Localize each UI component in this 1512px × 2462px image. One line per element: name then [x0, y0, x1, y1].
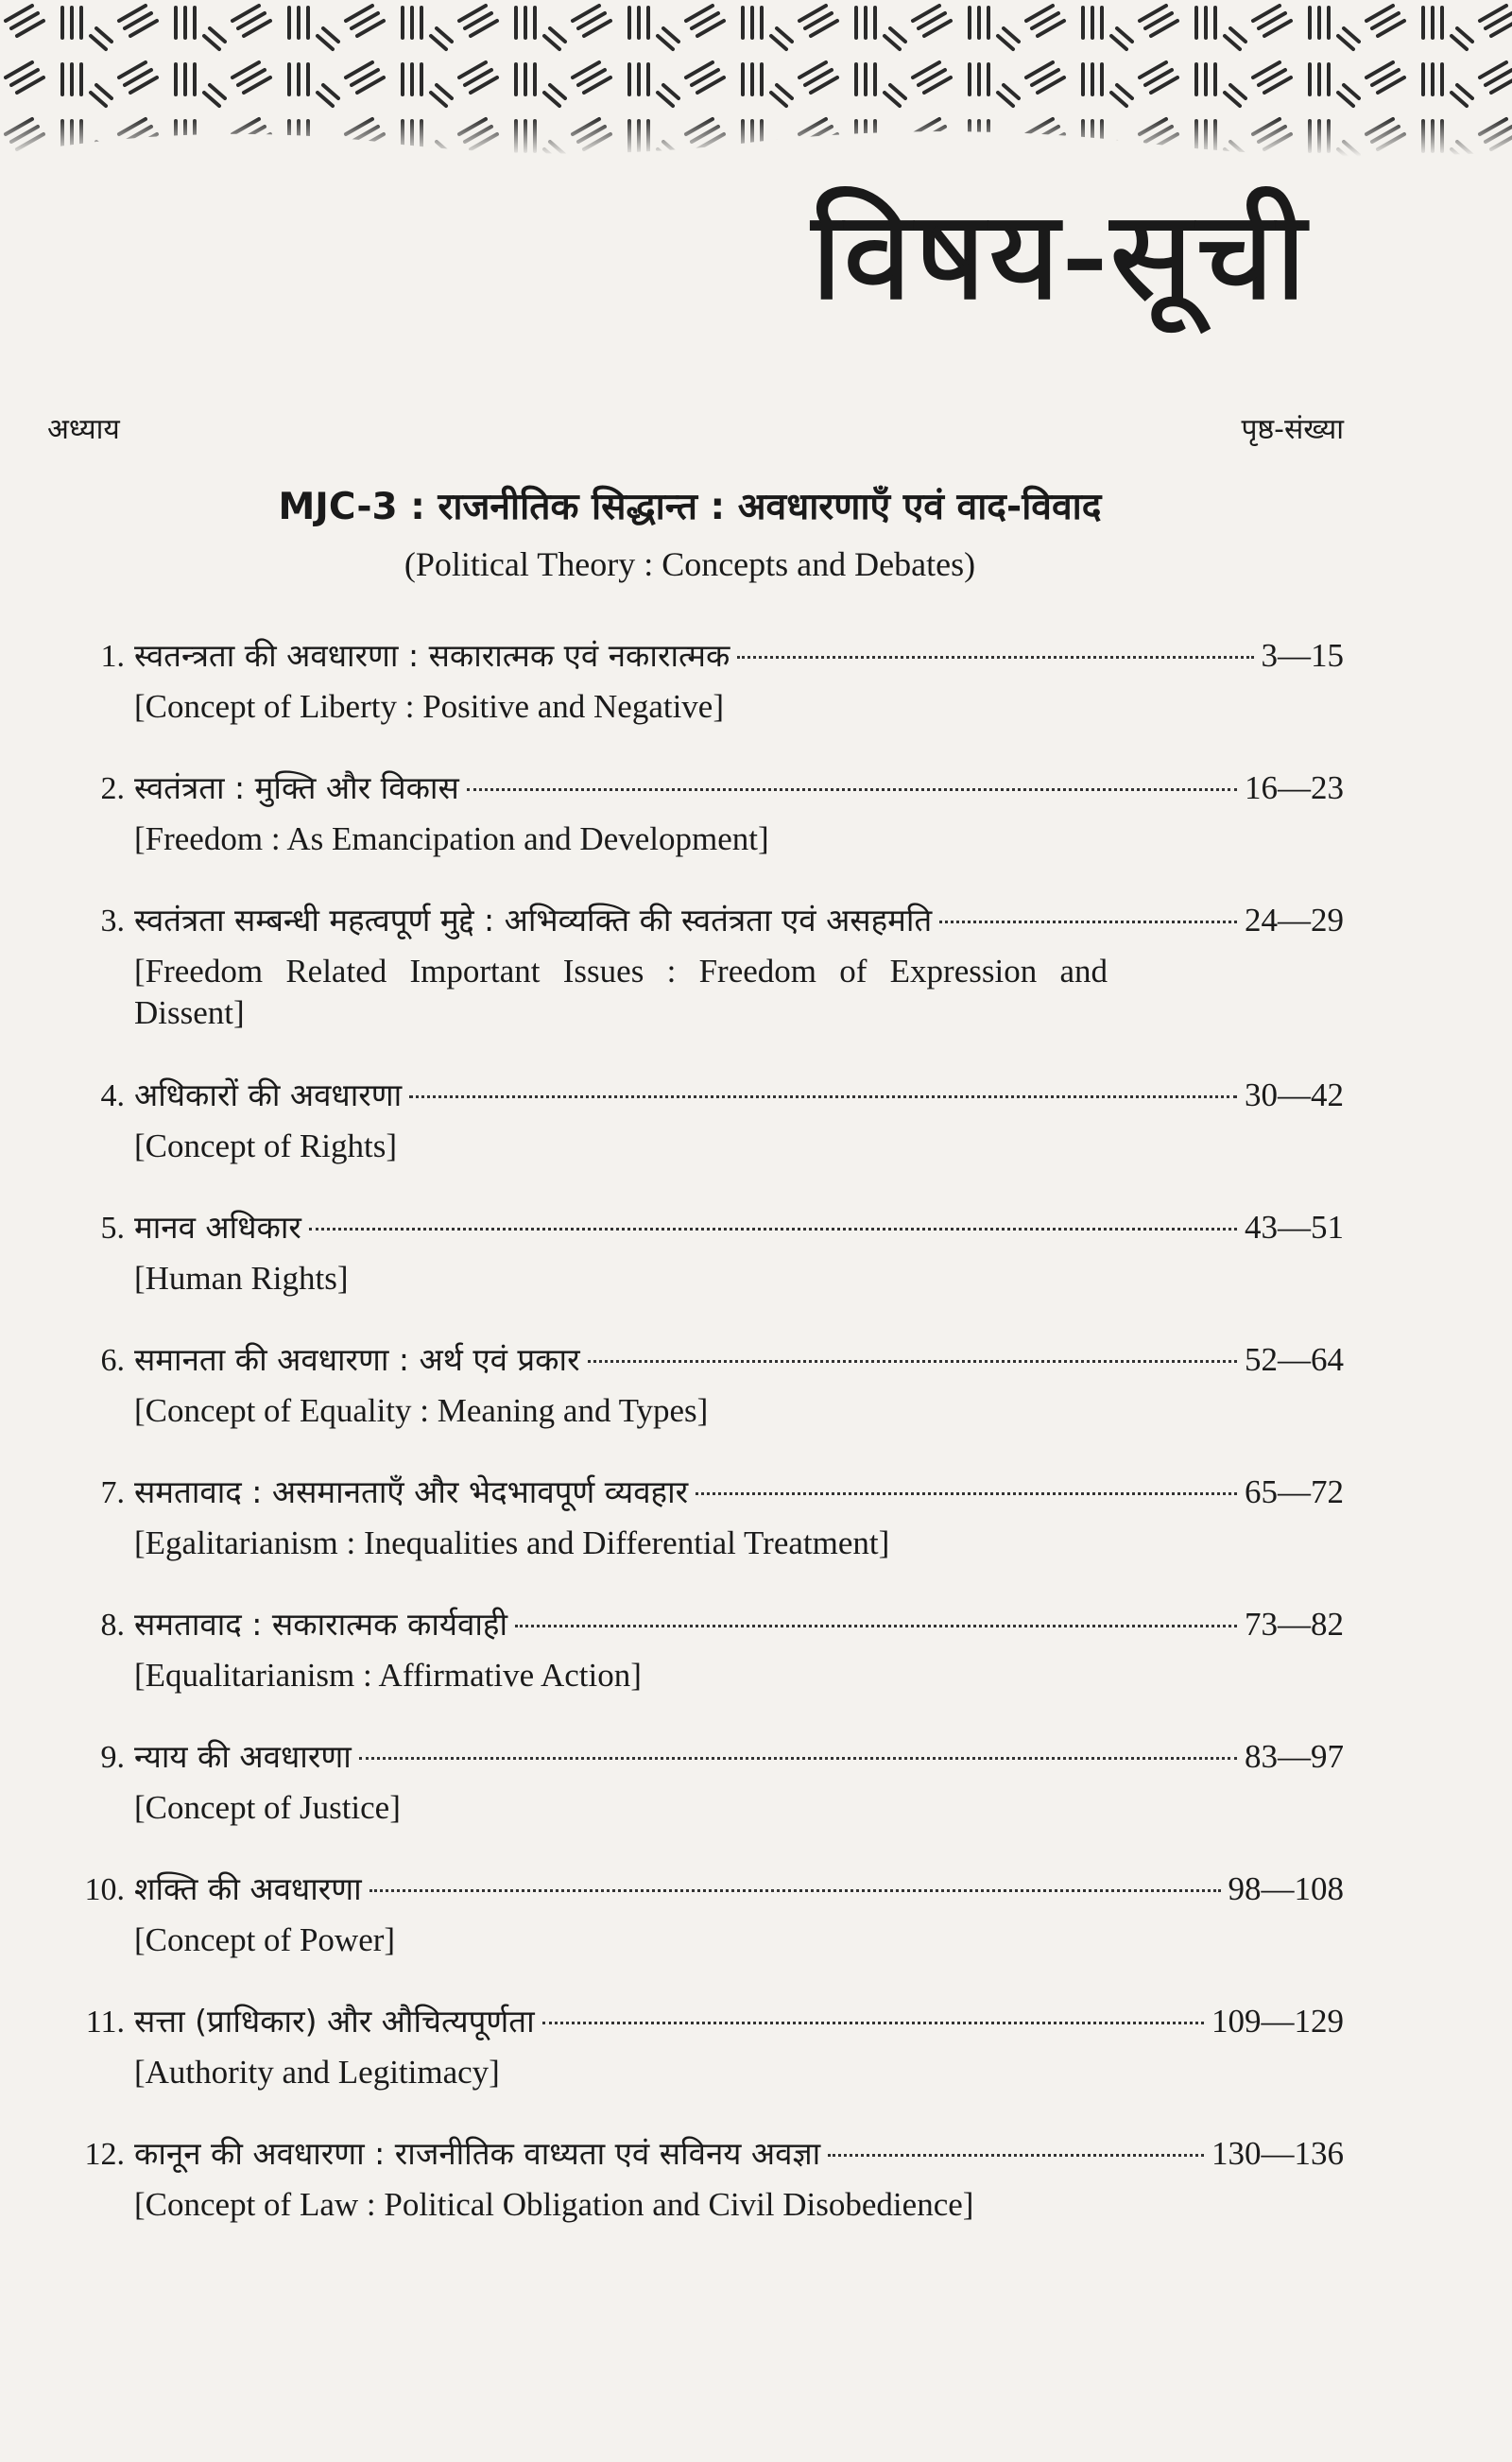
- chapter-title-hindi: मानव अधिकार: [134, 1209, 301, 1246]
- chapter-title-hindi: समानता की अवधारणा : अर्थ एवं प्रकार: [134, 1341, 580, 1378]
- chapter-title-english: [Concept of Liberty : Positive and Negative]: [134, 688, 725, 725]
- dot-leader: [467, 788, 1237, 791]
- column-headers: [47, 408, 1344, 447]
- chapter-title-english: [Concept of Law : Political Obligation and Civil Disobedience]: [134, 2186, 974, 2223]
- page-range: 43—51: [1245, 1209, 1344, 1246]
- page-range: 65—72: [1245, 1473, 1344, 1510]
- chapter-number: 2.: [100, 771, 125, 806]
- toc-entry: [66, 1999, 1344, 2131]
- toc-entry: [66, 1734, 1344, 1867]
- page-range: 24—29: [1245, 902, 1344, 938]
- page-range: 52—64: [1245, 1341, 1344, 1378]
- chapter-column-label: अध्याय: [47, 413, 120, 446]
- dot-leader: [515, 1625, 1237, 1627]
- chapter-title-hindi: कानून की अवधारणा : राजनीतिक वाध्यता एवं सविनय अवज्ञा: [134, 2135, 821, 2172]
- table-of-contents: [66, 633, 1344, 2306]
- chapter-title-english: [Egalitarianism : Inequalities and Differential Treatment]: [134, 1524, 890, 1561]
- toc-entry: [66, 2131, 1344, 2306]
- dot-leader: [939, 921, 1237, 923]
- chapter-title-english: [Freedom : As Emancipation and Development]: [134, 820, 769, 857]
- dot-leader: [542, 2022, 1204, 2024]
- chapter-number: 11.: [85, 2005, 125, 2040]
- page-range: 83—97: [1245, 1738, 1344, 1775]
- chapter-number: 8.: [100, 1608, 125, 1643]
- dot-leader: [359, 1757, 1237, 1760]
- chapter-title-english: [Concept of Power]: [134, 1921, 396, 1958]
- page-range: 16—23: [1245, 769, 1344, 806]
- toc-entry: [66, 1337, 1344, 1470]
- chapter-title-english: [Human Rights]: [134, 1260, 349, 1297]
- chapter-title-hindi: समतावाद : सकारात्मक कार्यवाही: [134, 1606, 507, 1643]
- chapter-number: 12.: [84, 2137, 125, 2172]
- page-range: 109—129: [1211, 2003, 1344, 2040]
- chapter-title-hindi: सत्ता (प्राधिकार) और औचित्यपूर्णता: [134, 2003, 535, 2040]
- chapter-number: 7.: [100, 1475, 125, 1510]
- chapter-title-english: [Concept of Justice]: [134, 1789, 401, 1826]
- dot-leader: [696, 1492, 1237, 1495]
- chapter-title-hindi: स्वतन्त्रता की अवधारणा : सकारात्मक एवं नकारात्मक: [134, 637, 730, 674]
- chapter-title-english: [Freedom Related Important Issues : Freedom of Expression and Dissent]: [134, 953, 1108, 1031]
- chapter-title-english: [Concept of Rights]: [134, 1128, 398, 1164]
- toc-entry: [66, 1205, 1344, 1337]
- chapter-title-hindi: न्याय की अवधारणा: [134, 1738, 352, 1775]
- dot-leader: [588, 1360, 1237, 1363]
- toc-entry: [66, 1073, 1344, 1205]
- dot-leader: [309, 1228, 1237, 1231]
- page-range: 73—82: [1245, 1606, 1344, 1643]
- chapter-title-hindi: स्वतंत्रता सम्बन्धी महत्वपूर्ण मुद्दे : अभिव्यक्ति की स्वतंत्रता एवं असहमति: [134, 902, 933, 938]
- chapter-number: 9.: [100, 1740, 125, 1775]
- toc-entry: [66, 1602, 1344, 1734]
- chapter-title-hindi: अधिकारों की अवधारणा: [134, 1076, 403, 1113]
- dot-leader: [828, 2154, 1204, 2157]
- chapter-number: 5.: [100, 1211, 125, 1246]
- decorative-pattern-band: [0, 0, 1512, 180]
- page-range: 130—136: [1211, 2135, 1344, 2172]
- page-range: 30—42: [1245, 1076, 1344, 1113]
- page-range: 3—15: [1261, 637, 1344, 674]
- chapter-number: 10.: [84, 1872, 125, 1907]
- toc-entry: [66, 898, 1344, 1073]
- page-range: 98—108: [1228, 1870, 1344, 1907]
- toc-entry: [66, 1867, 1344, 1999]
- chapter-number: 3.: [100, 904, 125, 938]
- dot-leader: [737, 656, 1253, 659]
- dot-leader: [409, 1095, 1237, 1098]
- hatch-pattern-graphic: [0, 0, 1512, 180]
- chapter-title-hindi: स्वतंत्रता : मुक्ति और विकास: [134, 769, 459, 806]
- chapter-title-hindi: शक्ति की अवधारणा: [134, 1870, 362, 1907]
- toc-entry: [66, 633, 1344, 766]
- dot-leader: [369, 1889, 1221, 1892]
- subject-title-hindi: MJC-3 : राजनीतिक सिद्धान्त : अवधारणाएँ एवं वाद-विवाद: [278, 486, 1102, 528]
- page-number-column-label: पृष्ठ-संख्या: [1241, 413, 1344, 446]
- chapter-number: 6.: [100, 1343, 125, 1378]
- chapter-title-hindi: समतावाद : असमानताएँ और भेदभावपूर्ण व्यवहार: [134, 1473, 689, 1510]
- chapter-number: 4.: [100, 1078, 125, 1113]
- chapter-title-english: [Concept of Equality : Meaning and Types]: [134, 1392, 709, 1429]
- page-title: विषय-सूची: [810, 183, 1309, 329]
- chapter-title-english: [Equalitarianism : Affirmative Action]: [134, 1657, 642, 1694]
- chapter-title-english: [Authority and Legitimacy]: [134, 2054, 500, 2091]
- toc-entry: [66, 1470, 1344, 1602]
- chapter-number: 1.: [100, 639, 125, 674]
- subject-title-english: (Political Theory : Concepts and Debates): [404, 545, 976, 583]
- toc-entry: [66, 766, 1344, 898]
